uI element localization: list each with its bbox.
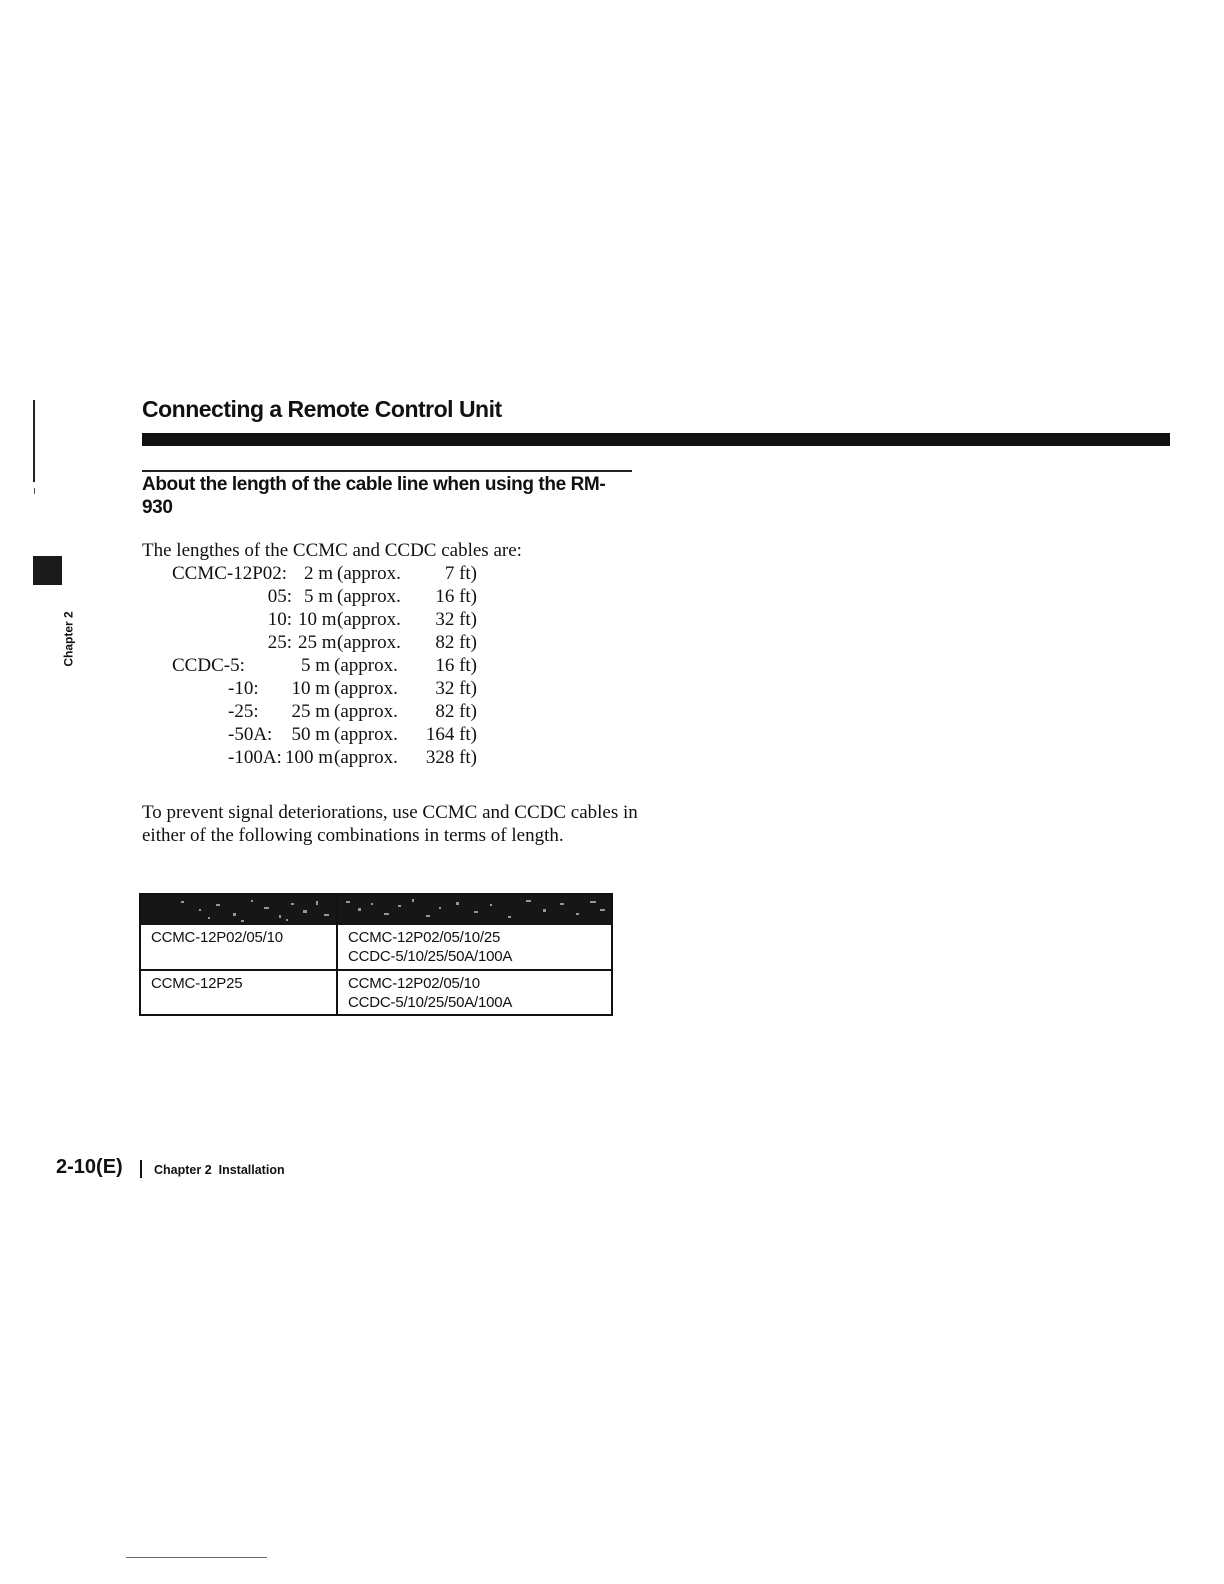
spec-meters: 5 m xyxy=(300,655,330,676)
spec-row xyxy=(0,723,600,746)
spec-feet: 32 ft) xyxy=(435,678,477,699)
intro-text: The lengthes of the CCMC and CCDC cables are: xyxy=(142,540,522,561)
footer-chapter: Chapter 2 xyxy=(154,1163,212,1177)
table-header-cell xyxy=(141,895,336,925)
spec-feet: 7 ft) xyxy=(444,563,477,584)
page-title: Connecting a Remote Control Unit xyxy=(142,396,502,422)
spec-approx: (approx. xyxy=(337,632,401,653)
spec-approx: (approx. xyxy=(334,655,398,676)
spec-approx: (approx. xyxy=(337,563,401,584)
spec-model: -10: xyxy=(228,678,259,699)
spec-approx: (approx. xyxy=(334,747,398,768)
table-header-cell xyxy=(338,895,611,925)
spec-feet: 164 ft) xyxy=(425,724,477,745)
spec-row xyxy=(0,631,600,654)
margin-mark xyxy=(34,488,35,494)
spec-approx: (approx. xyxy=(334,701,398,722)
spec-approx: (approx. xyxy=(337,609,401,630)
spec-row xyxy=(0,562,600,585)
spec-row xyxy=(0,654,600,677)
bottom-rule xyxy=(126,1557,267,1558)
prevent-paragraph: To prevent signal deteriorations, use CCMC and CCDC cables in either of the following combinations in terms of length. xyxy=(142,802,638,846)
table-cell-row1-left: CCMC-12P02/05/10 xyxy=(151,929,283,946)
spec-feet: 82 ft) xyxy=(435,632,477,653)
section-heading: About the length of the cable line when using the RM-930 xyxy=(142,474,606,518)
spec-model: 10: xyxy=(267,609,292,630)
spec-meters: 5 m xyxy=(303,586,333,607)
spec-meters: 2 m xyxy=(303,563,333,584)
table-cell-row2-right-line1: CCMC-12P02/05/10 xyxy=(348,975,480,992)
spec-feet: 82 ft) xyxy=(435,701,477,722)
spec-model: -100A: xyxy=(228,747,282,768)
table-cell-row1-right-line1: CCMC-12P02/05/10/25 xyxy=(348,929,501,946)
cable-length-list xyxy=(0,562,600,772)
spec-model: CCDC-5: xyxy=(172,655,245,676)
spec-row xyxy=(0,677,600,700)
table-cell-row2-right-line2: CCDC-5/10/25/50A/100A xyxy=(348,994,513,1011)
spec-model: -25: xyxy=(228,701,259,722)
spec-feet: 16 ft) xyxy=(435,655,477,676)
spec-approx: (approx. xyxy=(334,678,398,699)
spec-approx: (approx. xyxy=(334,724,398,745)
spec-row xyxy=(0,700,600,723)
table-header-smudged xyxy=(141,895,611,925)
spec-feet: 32 ft) xyxy=(435,609,477,630)
spec-approx: (approx. xyxy=(337,586,401,607)
side-chapter-text: Chapter 2 xyxy=(62,611,77,667)
table-column-divider xyxy=(336,895,338,1014)
table-cell-row1-right-line2: CCDC-5/10/25/50A/100A xyxy=(348,948,513,965)
spec-row xyxy=(0,608,600,631)
cable-combination-table xyxy=(139,893,613,1016)
spec-meters: 25 m xyxy=(298,632,337,653)
spec-model: 25: xyxy=(267,632,292,653)
header-noise-graphic xyxy=(141,895,336,925)
footer-separator xyxy=(140,1160,142,1178)
spec-meters: 100 m xyxy=(285,747,334,768)
footer-page-number: 2-10(E) xyxy=(56,1156,123,1178)
spec-row xyxy=(0,746,600,769)
section-rule xyxy=(142,470,632,472)
spec-meters: 10 m xyxy=(298,609,337,630)
header-noise-graphic xyxy=(338,895,611,925)
spec-model: CCMC-12P02: xyxy=(172,563,288,584)
spec-row xyxy=(0,585,600,608)
margin-change-bar xyxy=(33,400,35,482)
table-cell-row2-left: CCMC-12P25 xyxy=(151,975,243,992)
table-row-divider xyxy=(141,969,611,971)
spec-feet: 328 ft) xyxy=(425,747,477,768)
spec-model: -50A: xyxy=(228,724,273,745)
spec-meters: 10 m xyxy=(291,678,330,699)
spec-meters: 50 m xyxy=(291,724,330,745)
spec-feet: 16 ft) xyxy=(435,586,477,607)
spec-model: 05: xyxy=(267,586,292,607)
title-underline-bar xyxy=(142,433,1170,446)
spec-meters: 25 m xyxy=(291,701,330,722)
footer-section: Installation xyxy=(218,1163,285,1177)
footer-chapter-label xyxy=(154,1163,285,1177)
